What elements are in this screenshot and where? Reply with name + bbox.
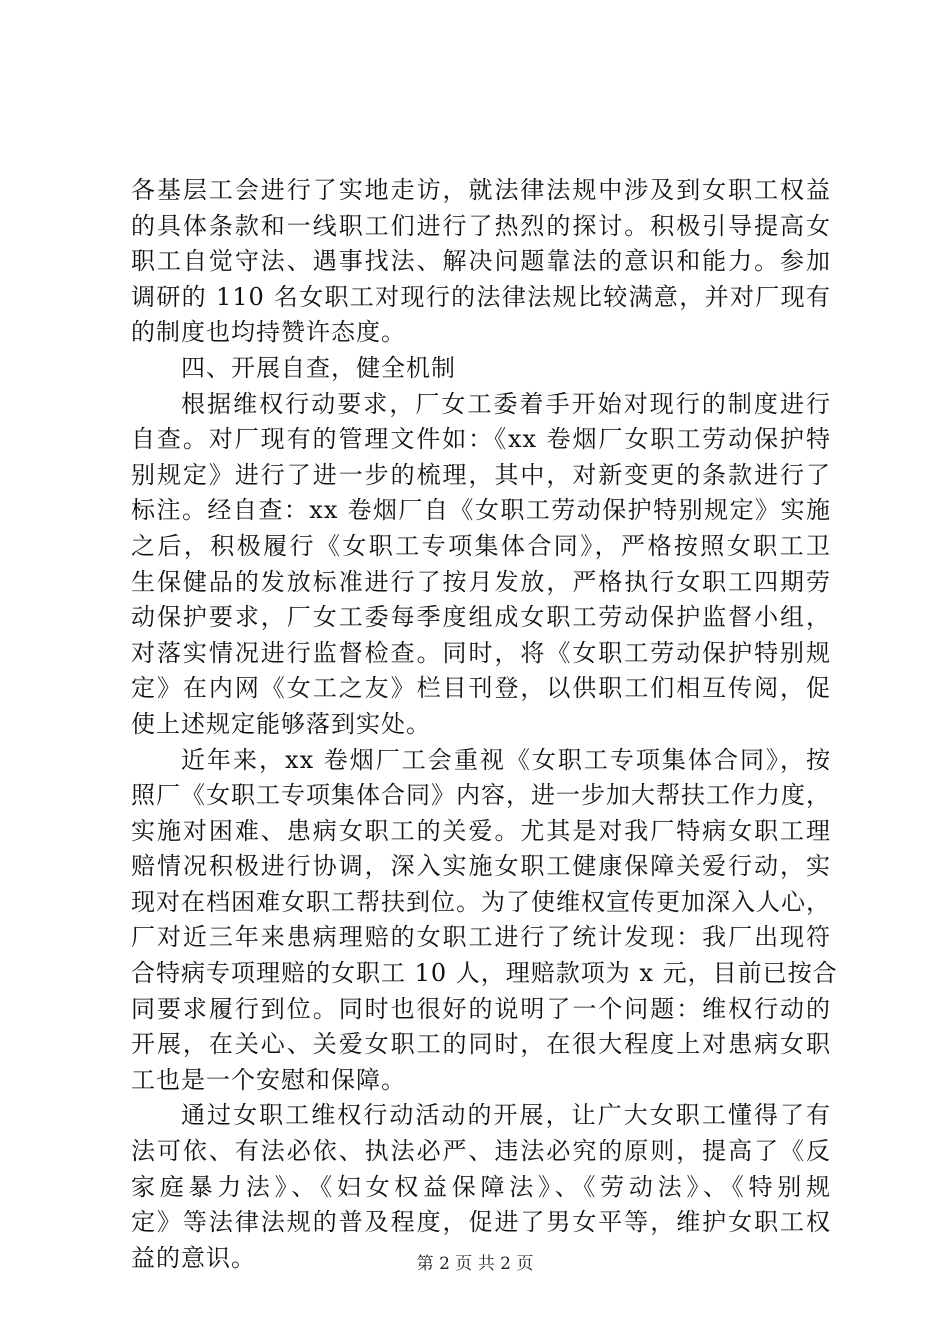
text-line: 使上述规定能够落到实处。 <box>131 709 431 738</box>
text-line: 对落实情况进行监督检查。同时，将《女职工劳动保护特别规 <box>131 638 831 667</box>
text-line: 别规定》进行了进一步的梳理，其中，对新变更的条款进行了 <box>131 460 831 489</box>
text-line: 标注。经自查：xx 卷烟厂自《女职工劳动保护特别规定》实施 <box>131 496 831 525</box>
text-line: 定》在内网《女工之友》栏目刊登，以供职工们相互传阅，促 <box>131 674 831 703</box>
text-line: 同要求履行到位。同时也很好的说明了一个问题：维权行动的 <box>131 994 831 1023</box>
text-line: 实施对困难、患病女职工的关爱。尤其是对我厂特病女职工理 <box>131 816 831 845</box>
document-body <box>131 173 838 1276</box>
text-line: 定》等法律法规的普及程度，促进了男女平等，维护女职工权 <box>131 1208 831 1237</box>
text-line: 之后，积极履行《女职工专项集体合同》，严格按照女职工卫 <box>131 531 831 560</box>
text-line: 赔情况积极进行协调，深入实施女职工健康保障关爱行动，实 <box>131 852 831 881</box>
text-line: 职工自觉守法、遇事找法、解决问题靠法的意识和能力。参加 <box>131 247 831 276</box>
text-line: 自查。对厂现有的管理文件如：《xx 卷烟厂女职工劳动保护特 <box>131 425 831 454</box>
text-line: 家庭暴力法》、《妇女权益保障法》、《劳动法》、《特别规 <box>131 1172 831 1201</box>
section-heading: 四、开展自查，健全机制 <box>181 353 456 382</box>
text-line: 厂对近三年来患病理赔的女职工进行了统计发现：我厂出现符 <box>131 923 831 952</box>
text-line: 近年来，xx 卷烟厂工会重视《女职工专项集体合同》，按 <box>181 745 831 774</box>
text-line: 生保健品的发放标准进行了按月发放，严格执行女职工四期劳 <box>131 567 831 596</box>
text-line: 的制度也均持赞许态度。 <box>131 318 406 347</box>
text-line: 各基层工会进行了实地走访，就法律法规中涉及到女职工权益 <box>131 176 831 204</box>
text-line: 工也是一个安慰和保障。 <box>131 1065 406 1094</box>
text-line: 现对在档困难女职工帮扶到位。为了使维权宣传更加深入人心， <box>131 887 831 916</box>
page-number-footer: 第 2 页 共 2 页 <box>416 1254 534 1274</box>
text-line: 法可依、有法必依、执法必严、违法必究的原则，提高了《反 <box>131 1137 831 1166</box>
text-line: 动保护要求，厂女工委每季度组成女职工劳动保护监督小组， <box>131 603 831 632</box>
text-line: 合特病专项理赔的女职工 10 人，理赔款项为 x 元，目前已按合 <box>131 959 838 988</box>
text-line: 的具体条款和一线职工们进行了热烈的探讨。积极引导提高女 <box>131 211 831 240</box>
text-line: 益的意识。 <box>131 1243 256 1272</box>
text-line: 根据维权行动要求，厂女工委着手开始对现行的制度进行 <box>181 389 831 418</box>
text-line: 调研的 110 名女职工对现行的法律法规比较满意，并对厂现有 <box>131 282 831 311</box>
text-line: 通过女职工维权行动活动的开展，让广大女职工懂得了有 <box>181 1101 831 1130</box>
text-line: 开展，在关心、关爱女职工的同时，在很大程度上对患病女职 <box>131 1030 831 1059</box>
text-line: 照厂《女职工专项集体合同》内容，进一步加大帮扶工作力度， <box>131 781 831 810</box>
